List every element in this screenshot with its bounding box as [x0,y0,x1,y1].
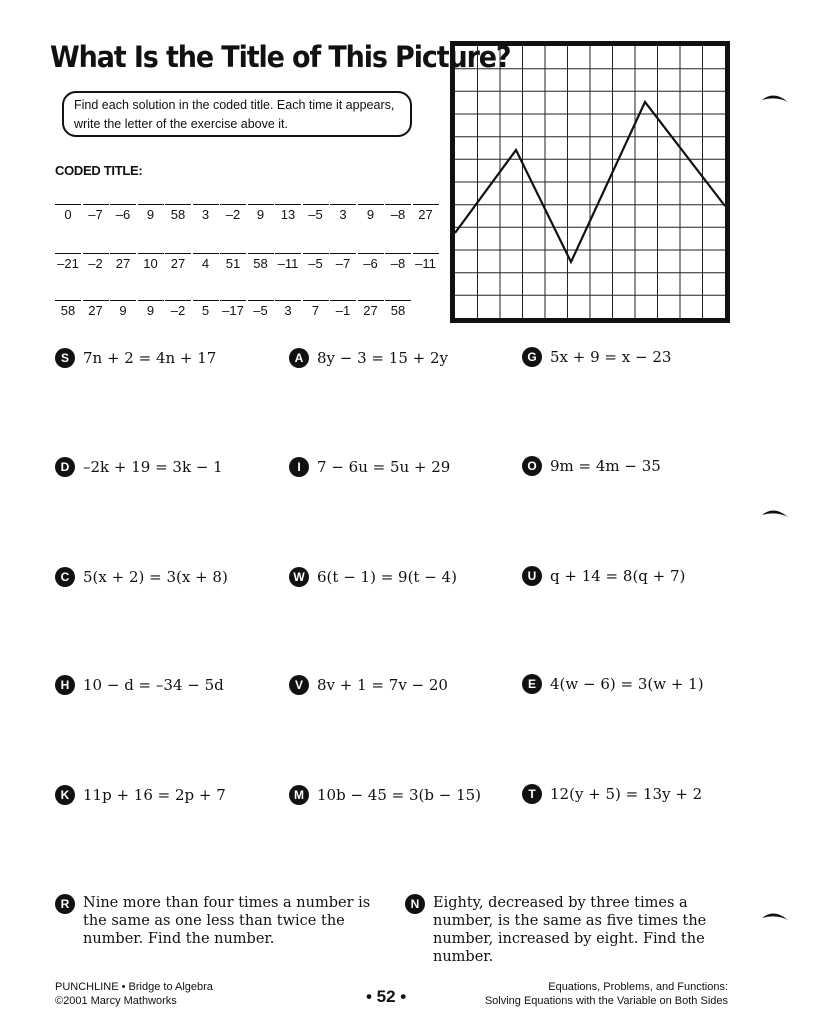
equation: 4(w − 6) = 3(w + 1) [550,675,704,693]
problem-D [55,457,223,477]
letter-badge: T [522,784,542,804]
code-blank[interactable]: 9 [248,204,274,222]
code-blank[interactable]: –11 [413,253,439,271]
footer-topic: Solving Equations with the Variable on Both Sides [484,995,728,1007]
problem-U [522,566,685,586]
equation: 5(x + 2) = 3(x + 8) [83,568,228,586]
letter-badge: I [289,457,309,477]
code-blank[interactable]: –8 [385,253,411,271]
page-number: • 52 • [366,987,407,1006]
letter-badge: R [55,894,75,914]
problem-H [55,675,224,695]
code-blank[interactable]: 7 [303,300,329,318]
footer-series: PUNCHLINE • Bridge to Algebra [55,981,213,993]
coded-title-label: CODED TITLE: [55,163,143,178]
code-blank[interactable]: 51 [220,253,246,271]
equation: 9m = 4m − 35 [550,457,661,475]
problem-M [289,785,481,805]
problem-K [55,785,226,805]
problem-O [522,456,661,476]
footer-chapter: Equations, Problems, and Functions: [548,981,728,993]
code-blank[interactable]: –1 [330,300,356,318]
letter-badge: W [289,567,309,587]
letter-badge: O [522,456,542,476]
code-blank[interactable]: 3 [330,204,356,222]
letter-badge: V [289,675,309,695]
code-blank[interactable]: –17 [220,300,246,318]
page-title: What Is the Title of This Picture? [50,40,511,74]
letter-badge: G [522,347,542,367]
code-blank[interactable]: 9 [110,300,136,318]
equation: –2k + 19 = 3k − 1 [83,458,223,476]
grid-picture-svg [455,46,725,318]
coded-row-1 [55,204,440,222]
problem-G [522,347,671,367]
word-problem-text: Nine more than four times a number is the same as one less than twice the number. Find the number. [83,895,371,947]
code-blank[interactable]: –5 [303,204,329,222]
equation: 11p + 16 = 2p + 7 [83,786,226,804]
equation: 12(y + 5) = 13y + 2 [550,785,703,803]
code-blank[interactable]: –5 [248,300,274,318]
footer-right [485,980,728,1008]
code-blank[interactable]: 13 [275,204,301,222]
letter-badge: E [522,674,542,694]
coded-row-3 [55,300,413,318]
code-blank[interactable]: 58 [55,300,81,318]
code-blank[interactable]: 27 [358,300,384,318]
binder-hole-mark [760,505,790,525]
letter-badge: M [289,785,309,805]
equation: 10b − 45 = 3(b − 15) [317,786,482,804]
code-blank[interactable]: 27 [413,204,439,222]
footer-left [55,980,213,1008]
problem-E [522,674,704,694]
letter-badge: U [522,566,542,586]
equation: 8y − 3 = 15 + 2y [317,349,448,367]
code-blank[interactable]: –11 [275,253,301,271]
binder-hole-mark [760,908,790,928]
code-blank[interactable]: 58 [165,204,191,222]
grid-lines [455,46,725,318]
equation: q + 14 = 8(q + 7) [550,567,686,585]
problem-A [289,348,448,368]
letter-badge: S [55,348,75,368]
instructions-box: Find each solution in the coded title. Each time it appears, write the letter of the exercise above it. [62,91,412,137]
code-blank[interactable]: 5 [193,300,219,318]
code-blank[interactable]: –2 [220,204,246,222]
equation: 7 − 6u = 5u + 29 [317,458,451,476]
letter-badge: A [289,348,309,368]
letter-badge: D [55,457,75,477]
code-blank[interactable]: 27 [83,300,109,318]
code-blank[interactable]: 0 [55,204,81,222]
problem-I [289,457,450,477]
code-blank[interactable]: –8 [385,204,411,222]
binder-hole-mark [760,90,790,110]
equation: 7n + 2 = 4n + 17 [83,349,217,367]
letter-badge: H [55,675,75,695]
code-blank[interactable]: 9 [138,300,164,318]
code-blank[interactable]: –6 [358,253,384,271]
code-blank[interactable]: 58 [385,300,411,318]
code-blank[interactable]: 10 [138,253,164,271]
problem-W [289,567,457,587]
problem-C [55,567,228,587]
equation: 10 − d = –34 − 5d [83,676,224,694]
code-blank[interactable]: 58 [248,253,274,271]
code-blank[interactable]: 9 [138,204,164,222]
word-problem-N [405,894,733,966]
code-blank[interactable]: 3 [275,300,301,318]
code-blank[interactable]: –6 [110,204,136,222]
code-blank[interactable]: –7 [83,204,109,222]
problem-S [55,348,216,368]
equation: 8v + 1 = 7v − 20 [317,676,448,694]
code-blank[interactable]: –2 [83,253,109,271]
problem-V [289,675,448,695]
code-blank[interactable]: –7 [330,253,356,271]
code-blank[interactable]: 3 [193,204,219,222]
code-blank[interactable]: 4 [193,253,219,271]
coded-row-2 [55,253,440,271]
code-blank[interactable]: 27 [110,253,136,271]
equation: 6(t − 1) = 9(t − 4) [317,568,457,586]
equation: 5x + 9 = x − 23 [550,348,672,366]
picture-grid [450,41,730,323]
letter-badge: K [55,785,75,805]
letter-badge: N [405,894,425,914]
problem-T [522,784,702,804]
code-blank[interactable]: –21 [55,253,81,271]
letter-badge: C [55,567,75,587]
word-problem-R [55,894,383,948]
code-blank[interactable]: –2 [165,300,191,318]
word-problem-text: Eighty, decreased by three times a number, is the same as five times the number, increased by eight. Find the number. [433,895,707,965]
footer-copyright: ©2001 Marcy Mathworks [55,995,177,1007]
code-blank[interactable]: –5 [303,253,329,271]
code-blank[interactable]: 27 [165,253,191,271]
code-blank[interactable]: 9 [358,204,384,222]
